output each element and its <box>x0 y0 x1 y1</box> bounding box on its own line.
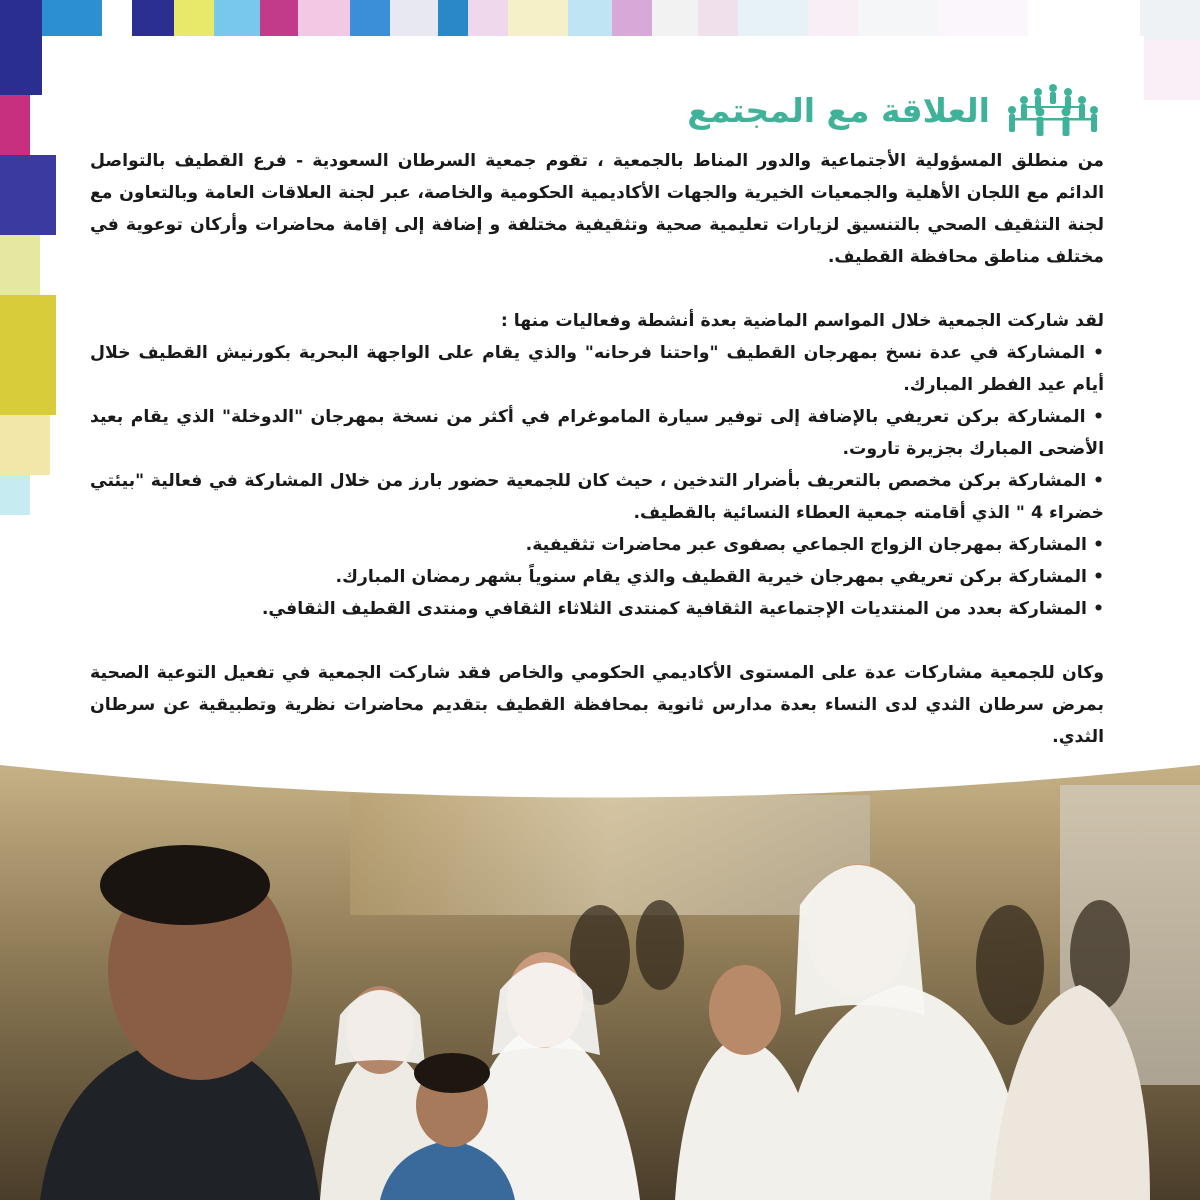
people-circle-icon <box>1004 82 1102 138</box>
closing-paragraph: وكان للجمعية مشاركات عدة على المستوى الأكاديمي الحكومي والخاص فقد شاركت الجمعية في تفعيل التوعية الصحية بمرض سرطان الثدي لدى النساء بعدة مدارس ثانوية بمحافظة القطيف بتقديم محاضرات نظرية وتطبيقية عن سرطان الثدي. <box>90 663 1104 747</box>
section-heading <box>687 80 1102 140</box>
list-item: • المشاركة بركن تعريفي بالإضافة إلى توفير سيارة الماموغرام في أكثر من نسخة بمهرجان "الدوخلة" الذي يقام بعيد الأضحى المبارك بجزيرة تاروت. <box>90 401 1104 465</box>
event-photo <box>0 755 1200 1200</box>
activities-lead: لقد شاركت الجمعية خلال المواسم الماضية بعدة أنشطة وفعاليات منها : <box>500 311 1104 331</box>
intro-paragraph: من منطلق المسؤولية الأجتماعية والدور المناط بالجمعية ، تقوم جمعية السرطان السعودية - فرع القطيف بالتواصل الدائم مع اللجان الأهلية والجمعيات الخيرية والجهات الأكاديمية الحكومية والخاصة، عبر لجنة العلاقات العامة وبالتعاون مع لجنة التثقيف الصحي بالتنسيق لزيارات تعليمية صحية وتثقيفية مختلفة و إضافة إلى إقامة محاضرات وأركان توعوية في مختلف مناطق محافظة القطيف. <box>90 151 1104 267</box>
list-item: • المشاركة بمهرجان الزواج الجماعي بصفوى عبر محاضرات تثقيفية. <box>90 529 1104 561</box>
list-item: • المشاركة بركن مخصص بالتعريف بأضرار التدخين ، حيث كان للجمعية حضور بارز من خلال المشاركة في فعالية "بيئتي خضراء 4 " الذي أقامته جمعية العطاء النسائية بالقطيف. <box>90 465 1104 529</box>
list-item: • المشاركة بعدد من المنتديات الإجتماعية الثقافية كمنتدى الثلاثاء الثقافي ومنتدى القطيف الثقافي. <box>90 593 1104 625</box>
article-body <box>90 145 1104 753</box>
list-item: • المشاركة بركن تعريفي بمهرجان خيرية القطيف والذي يقام سنوياً بشهر رمضان المبارك. <box>90 561 1104 593</box>
list-item: • المشاركة في عدة نسخ بمهرجان القطيف "واحتنا فرحانه" والذي يقام على الواجهة البحرية بكورنيش القطيف خلال أيام عيد الفطر المبارك. <box>90 337 1104 401</box>
page-title: العلاقة مع المجتمع <box>687 90 990 130</box>
activities-list <box>90 337 1104 625</box>
